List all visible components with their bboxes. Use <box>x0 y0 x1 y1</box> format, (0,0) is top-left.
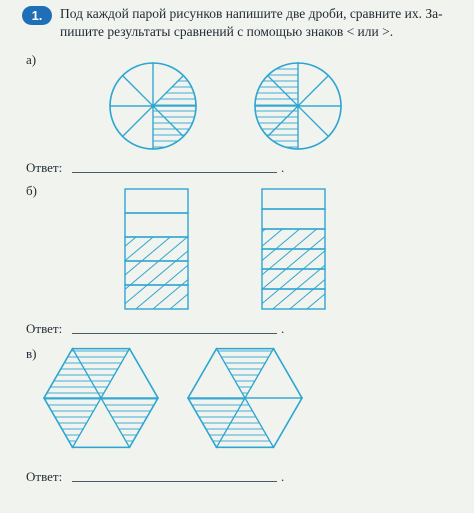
circle-sector-shaded <box>153 76 196 106</box>
rectangle-part-shaded <box>125 237 188 261</box>
part-c-answer-label: Ответ: <box>26 469 63 484</box>
part-a-answer-label: Ответ: <box>26 160 63 175</box>
circle-sector <box>110 106 153 136</box>
hexagon-part-shaded <box>101 398 158 447</box>
part-b-answer-label: Ответ: <box>26 321 63 336</box>
hexagon-part-shaded <box>217 349 274 398</box>
part-a-label: а) <box>26 52 37 67</box>
part-b-answer-end: . <box>281 321 285 336</box>
circle-right-figure <box>255 63 341 149</box>
rectangle-left-figure <box>125 189 188 309</box>
rectangle-part-shaded <box>125 261 188 285</box>
part-c-label: в) <box>26 346 37 361</box>
rectangle-part-shaded <box>262 249 325 269</box>
circle-sector <box>298 106 328 149</box>
rectangle-part <box>125 213 188 237</box>
hexagon-part-shaded <box>44 398 101 447</box>
circle-left-figure <box>110 63 196 149</box>
rectangle-part-shaded <box>262 269 325 289</box>
circle-sector <box>110 76 153 106</box>
part-b-label: б) <box>26 183 37 198</box>
task-number-badge: 1. <box>22 6 52 25</box>
circle-center-dot <box>296 104 300 108</box>
rectangle-right-figure <box>262 189 325 309</box>
rectangle-part <box>262 189 325 209</box>
rectangle-part <box>125 189 188 213</box>
task-instruction-line-2: пишите результаты сравнений с помощью знаков < или >. <box>60 24 394 39</box>
rectangle-part-shaded <box>125 285 188 309</box>
hexagon-right-figure <box>188 349 302 448</box>
circle-sector <box>123 106 153 149</box>
circle-sector <box>298 63 328 106</box>
rectangle-part-shaded <box>262 229 325 249</box>
rectangle-part <box>262 209 325 229</box>
part-a-answer-end: . <box>281 160 285 175</box>
circle-sector <box>298 106 341 136</box>
part-c-answer-end: . <box>281 469 285 484</box>
circle-center-dot <box>151 104 155 108</box>
rectangle-part-shaded <box>262 289 325 309</box>
hexagon-left-figure <box>44 349 158 448</box>
circle-sector <box>123 63 153 106</box>
task-instruction-line-1: Под каждой парой рисунков напишите две дроби, сравните их. За- <box>60 6 443 21</box>
circle-sector <box>298 76 341 106</box>
